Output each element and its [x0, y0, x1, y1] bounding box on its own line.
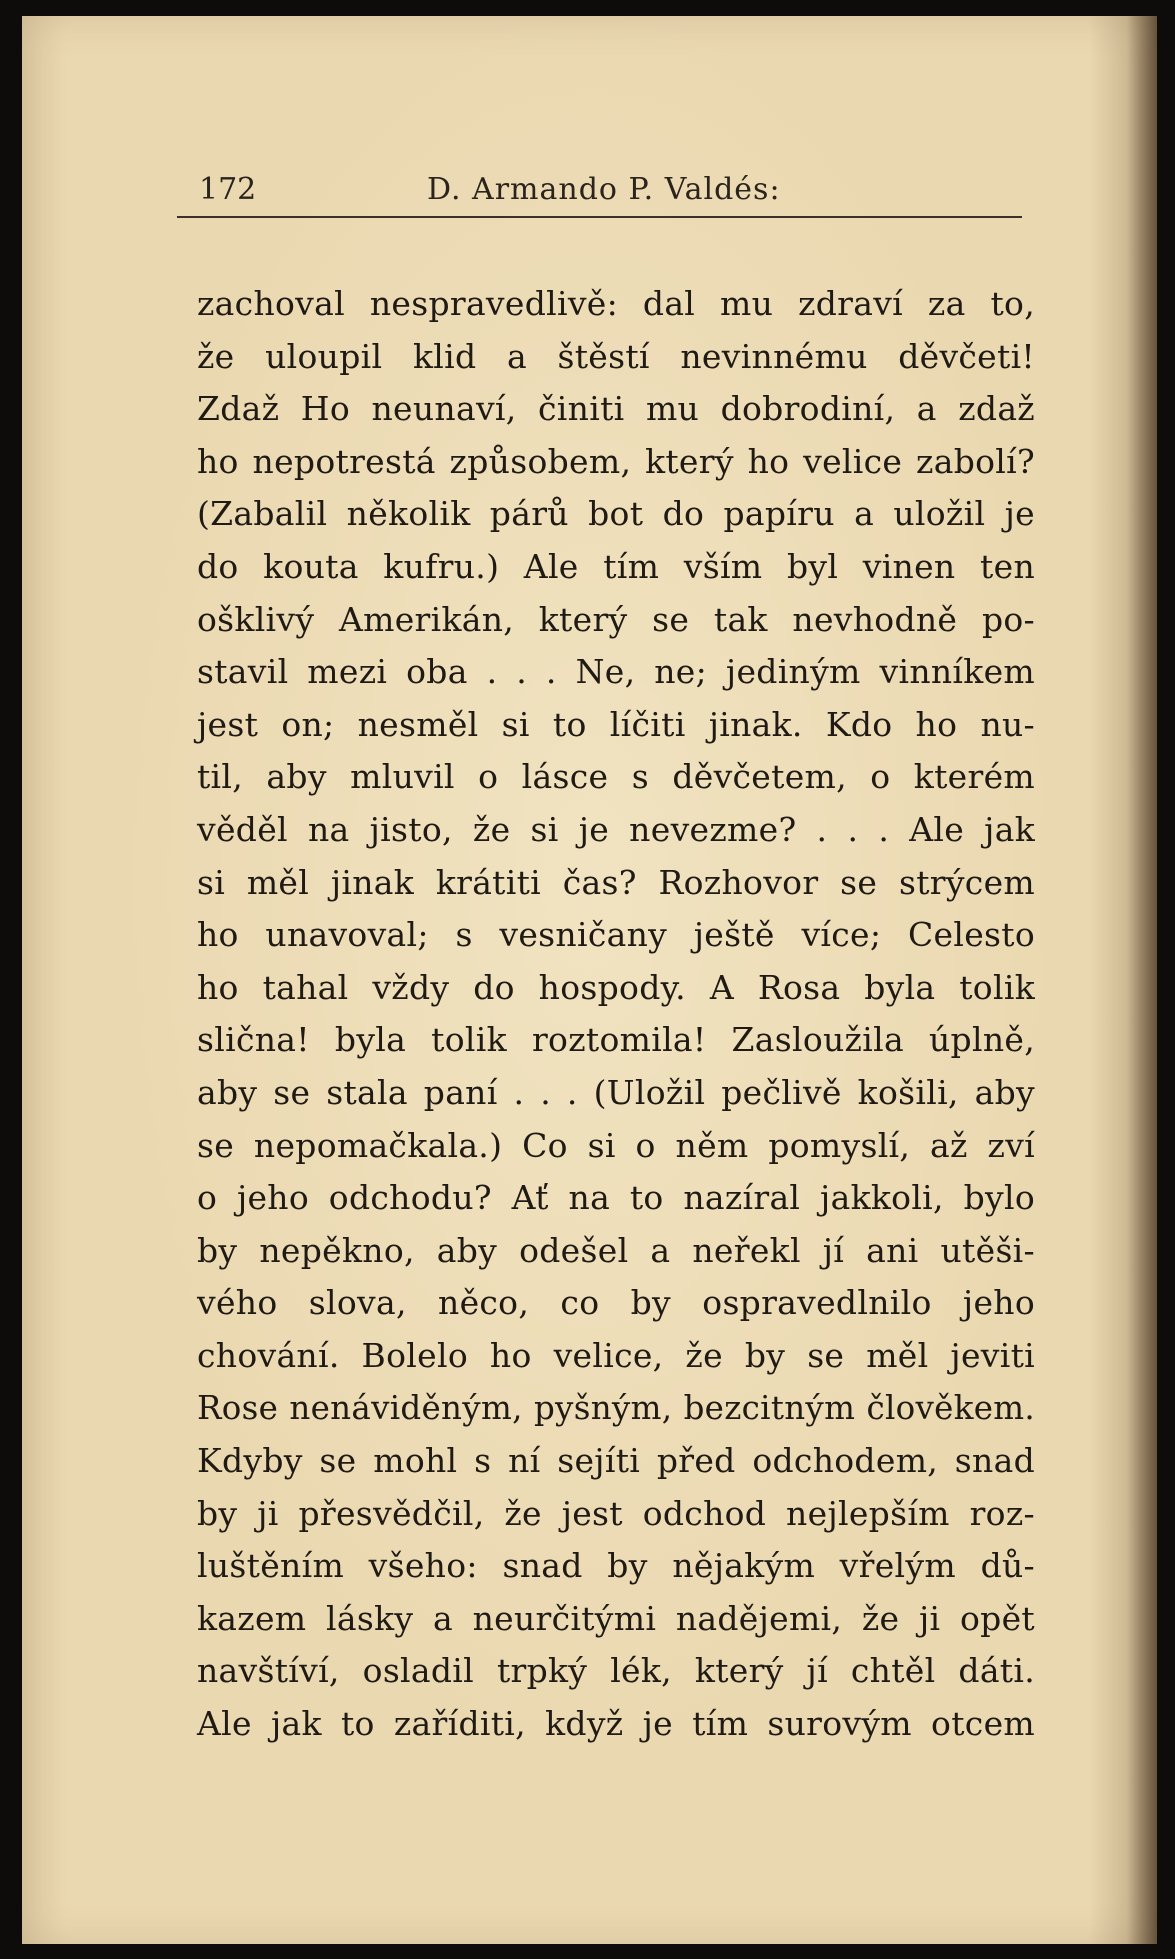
text-line: ho tahal vždy do hospody. A Rosa byla tolik [197, 967, 1035, 1007]
text-line: Ale jak to zaříditi, když je tím surovým otcem [197, 1704, 1035, 1744]
text-line: zachoval nespravedlivě: dal mu zdraví za to, [197, 284, 1035, 323]
text-line: luštěním všeho: snad by nějakým vřelým dů- [197, 1546, 1035, 1586]
text-line: si měl jinak krátiti čas? Rozhovor se strýcem [197, 862, 1035, 902]
text-line: věděl na jisto, že si je nevezme? . . . Ale jak [197, 809, 1035, 849]
text-line: že uloupil klid a štěstí nevinnému děvčeti! [197, 336, 1035, 376]
text-line: jest on; nesměl si to líčiti jinak. Kdo ho nu- [197, 704, 1035, 744]
text-line: aby se stala paní . . . (Uložil pečlivě košili, aby [197, 1072, 1035, 1112]
text-line: Zdaž Ho neunaví, činiti mu dobrodiní, a zdaž [197, 389, 1035, 429]
text-line: by nepěkno, aby odešel a neřekl jí ani utěši- [197, 1230, 1035, 1270]
text-line: stavil mezi oba . . . Ne, ne; jediným vinníkem [197, 652, 1035, 692]
text-line: ho unavoval; s vesničany ještě více; Celesto [197, 915, 1035, 955]
text-line: Rose nenáviděným, pyšným, bezcitným člověkem. [197, 1389, 1035, 1428]
text-line: vého slova, něco, co by ospravedlnilo jeho [197, 1283, 1035, 1323]
text-line: kazem lásky a neurčitými nadějemi, že ji opět [197, 1598, 1035, 1638]
text-line: ho nepotrestá způsobem, který ho velice zabolí? [197, 441, 1035, 481]
page-number: 172 [199, 172, 257, 207]
text-line: se nepomačkala.) Co si o něm pomyslí, až zví [197, 1125, 1035, 1165]
book-page [22, 16, 1157, 1944]
text-line: by ji přesvědčil, že jest odchod nejlepším roz- [197, 1493, 1035, 1533]
running-title: D. Armando P. Valdés: [427, 172, 781, 207]
text-line: slična! byla tolik roztomila! Zasloužila úplně, [197, 1020, 1035, 1060]
text-line: Kdyby se mohl s ní sejíti před odchodem, snad [197, 1441, 1035, 1481]
text-line: ošklivý Amerikán, který se tak nevhodně po- [197, 599, 1035, 639]
spine-shadow [1127, 16, 1157, 1944]
text-line: til, aby mluvil o lásce s děvčetem, o kterém [197, 757, 1035, 797]
text-line: navštíví, osladil trpký lék, který jí chtěl dáti. [197, 1651, 1035, 1691]
text-line: o jeho odchodu? Ať na to nazíral jakkoli, bylo [197, 1178, 1035, 1218]
running-header [177, 166, 1022, 218]
text-line: chování. Bolelo ho velice, že by se měl jeviti [197, 1335, 1035, 1375]
text-line: do kouta kufru.) Ale tím vším byl vinen ten [197, 546, 1035, 586]
text-line: (Zabalil několik párů bot do papíru a uložil je [197, 494, 1035, 534]
body-text [197, 278, 1035, 1751]
